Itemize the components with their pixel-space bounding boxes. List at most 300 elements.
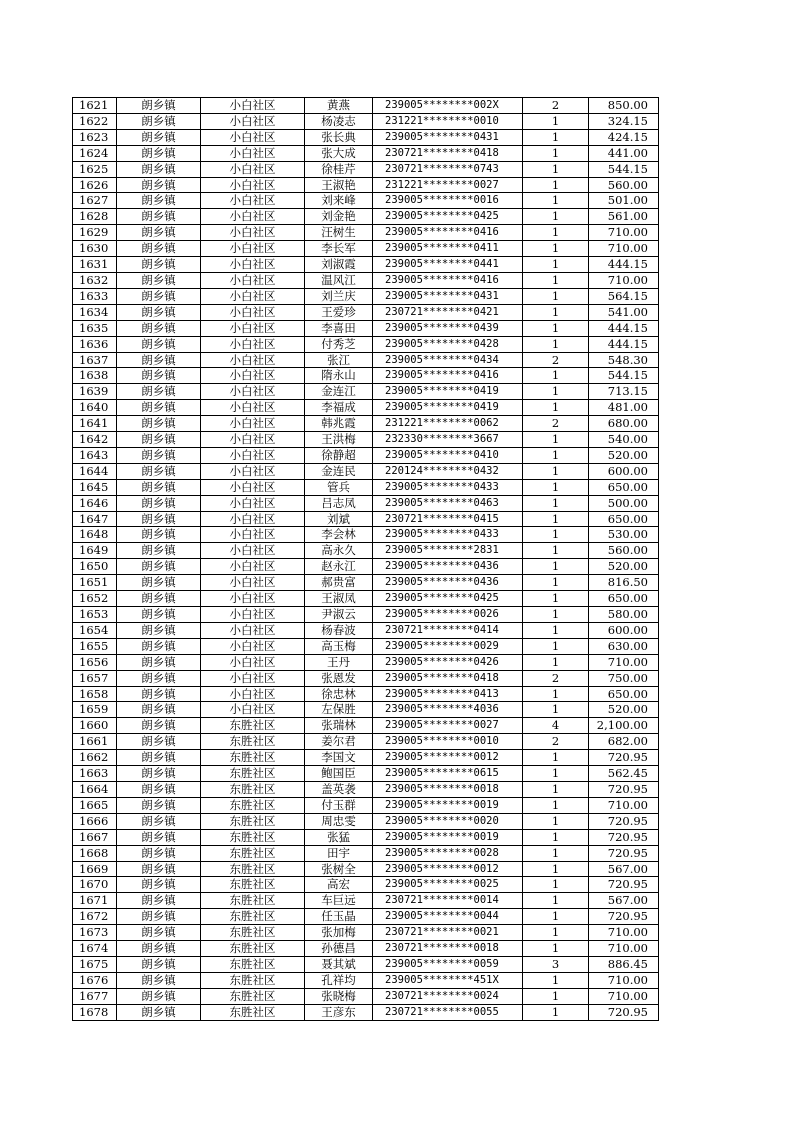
town-cell: 朗乡镇 [117, 845, 201, 861]
row-number-cell: 1645 [73, 479, 117, 495]
town-cell: 朗乡镇 [117, 432, 201, 448]
row-number-cell: 1641 [73, 416, 117, 432]
town-cell: 朗乡镇 [117, 1004, 201, 1020]
row-number-cell: 1634 [73, 304, 117, 320]
count-cell: 1 [523, 463, 589, 479]
amount-cell: 520.00 [589, 702, 659, 718]
town-cell: 朗乡镇 [117, 320, 201, 336]
name-cell: 高宏 [305, 877, 373, 893]
count-cell: 3 [523, 956, 589, 972]
community-cell: 小白社区 [201, 113, 305, 129]
town-cell: 朗乡镇 [117, 797, 201, 813]
amount-cell: 444.15 [589, 336, 659, 352]
name-cell: 杨凌志 [305, 113, 373, 129]
town-cell: 朗乡镇 [117, 177, 201, 193]
town-cell: 朗乡镇 [117, 257, 201, 273]
table-row [73, 909, 659, 925]
community-cell: 小白社区 [201, 352, 305, 368]
count-cell: 1 [523, 511, 589, 527]
row-number-cell: 1665 [73, 797, 117, 813]
row-number-cell: 1631 [73, 257, 117, 273]
table-row [73, 941, 659, 957]
amount-cell: 720.95 [589, 845, 659, 861]
amount-cell: 682.00 [589, 734, 659, 750]
row-number-cell: 1625 [73, 161, 117, 177]
name-cell: 张恩发 [305, 670, 373, 686]
row-number-cell: 1663 [73, 766, 117, 782]
count-cell: 1 [523, 559, 589, 575]
community-cell: 东胜社区 [201, 1004, 305, 1020]
table-row [73, 686, 659, 702]
count-cell: 1 [523, 877, 589, 893]
count-cell: 1 [523, 161, 589, 177]
count-cell: 1 [523, 272, 589, 288]
town-cell: 朗乡镇 [117, 638, 201, 654]
name-cell: 吕志凤 [305, 495, 373, 511]
amount-cell: 540.00 [589, 432, 659, 448]
community-cell: 东胜社区 [201, 813, 305, 829]
amount-cell: 720.95 [589, 1004, 659, 1020]
town-cell: 朗乡镇 [117, 829, 201, 845]
id-number-cell: 239005********0425 [373, 591, 523, 607]
count-cell: 2 [523, 352, 589, 368]
town-cell: 朗乡镇 [117, 607, 201, 623]
row-number-cell: 1623 [73, 129, 117, 145]
count-cell: 1 [523, 861, 589, 877]
table-row [73, 400, 659, 416]
town-cell: 朗乡镇 [117, 161, 201, 177]
id-number-cell: 231221********0062 [373, 416, 523, 432]
name-cell: 王爱珍 [305, 304, 373, 320]
town-cell: 朗乡镇 [117, 400, 201, 416]
name-cell: 高永久 [305, 543, 373, 559]
id-number-cell: 239005********0426 [373, 654, 523, 670]
town-cell: 朗乡镇 [117, 988, 201, 1004]
amount-cell: 710.00 [589, 941, 659, 957]
table-row [73, 495, 659, 511]
row-number-cell: 1651 [73, 575, 117, 591]
name-cell: 赵永江 [305, 559, 373, 575]
town-cell: 朗乡镇 [117, 972, 201, 988]
id-number-cell: 239005********0016 [373, 193, 523, 209]
community-cell: 小白社区 [201, 161, 305, 177]
id-number-cell: 239005********0433 [373, 479, 523, 495]
town-cell: 朗乡镇 [117, 559, 201, 575]
row-number-cell: 1628 [73, 209, 117, 225]
table-row [73, 559, 659, 575]
amount-cell: 324.15 [589, 113, 659, 129]
id-number-cell: 239005********0434 [373, 352, 523, 368]
name-cell: 张猛 [305, 829, 373, 845]
amount-cell: 850.00 [589, 98, 659, 114]
town-cell: 朗乡镇 [117, 288, 201, 304]
community-cell: 小白社区 [201, 98, 305, 114]
amount-cell: 544.15 [589, 368, 659, 384]
count-cell: 2 [523, 416, 589, 432]
amount-cell: 720.95 [589, 781, 659, 797]
amount-cell: 567.00 [589, 893, 659, 909]
count-cell: 1 [523, 781, 589, 797]
amount-cell: 600.00 [589, 463, 659, 479]
row-number-cell: 1636 [73, 336, 117, 352]
name-cell: 刘淑霞 [305, 257, 373, 273]
town-cell: 朗乡镇 [117, 750, 201, 766]
amount-cell: 567.00 [589, 861, 659, 877]
id-number-cell: 239005********0411 [373, 241, 523, 257]
table-row [73, 956, 659, 972]
town-cell: 朗乡镇 [117, 336, 201, 352]
community-cell: 小白社区 [201, 622, 305, 638]
name-cell: 张大成 [305, 145, 373, 161]
row-number-cell: 1662 [73, 750, 117, 766]
count-cell: 1 [523, 909, 589, 925]
table-row [73, 766, 659, 782]
row-number-cell: 1653 [73, 607, 117, 623]
id-number-cell: 239005********0439 [373, 320, 523, 336]
name-cell: 张长典 [305, 129, 373, 145]
id-number-cell: 239005********0463 [373, 495, 523, 511]
table-row [73, 209, 659, 225]
table-body [73, 98, 659, 1021]
row-number-cell: 1624 [73, 145, 117, 161]
table-row [73, 336, 659, 352]
id-number-cell: 239005********4036 [373, 702, 523, 718]
table-row [73, 638, 659, 654]
count-cell: 2 [523, 734, 589, 750]
row-number-cell: 1655 [73, 638, 117, 654]
id-number-cell: 239005********0012 [373, 861, 523, 877]
row-number-cell: 1673 [73, 925, 117, 941]
row-number-cell: 1639 [73, 384, 117, 400]
amount-cell: 520.00 [589, 559, 659, 575]
id-number-cell: 239005********0418 [373, 670, 523, 686]
town-cell: 朗乡镇 [117, 511, 201, 527]
row-number-cell: 1670 [73, 877, 117, 893]
community-cell: 东胜社区 [201, 829, 305, 845]
table-row [73, 670, 659, 686]
amount-cell: 720.95 [589, 877, 659, 893]
count-cell: 1 [523, 129, 589, 145]
row-number-cell: 1644 [73, 463, 117, 479]
table-row [73, 304, 659, 320]
table-row [73, 257, 659, 273]
table-row [73, 447, 659, 463]
town-cell: 朗乡镇 [117, 925, 201, 941]
name-cell: 杨春波 [305, 622, 373, 638]
table-row [73, 241, 659, 257]
name-cell: 李会林 [305, 527, 373, 543]
id-number-cell: 230721********0743 [373, 161, 523, 177]
name-cell: 汪树生 [305, 225, 373, 241]
count-cell: 1 [523, 654, 589, 670]
name-cell: 韩兆霞 [305, 416, 373, 432]
count-cell: 1 [523, 177, 589, 193]
town-cell: 朗乡镇 [117, 447, 201, 463]
town-cell: 朗乡镇 [117, 352, 201, 368]
community-cell: 小白社区 [201, 511, 305, 527]
name-cell: 高玉梅 [305, 638, 373, 654]
amount-cell: 710.00 [589, 241, 659, 257]
name-cell: 李喜田 [305, 320, 373, 336]
table-row [73, 861, 659, 877]
id-number-cell: 230721********0024 [373, 988, 523, 1004]
table-row [73, 734, 659, 750]
row-number-cell: 1642 [73, 432, 117, 448]
id-number-cell: 230721********0421 [373, 304, 523, 320]
town-cell: 朗乡镇 [117, 416, 201, 432]
community-cell: 小白社区 [201, 177, 305, 193]
town-cell: 朗乡镇 [117, 145, 201, 161]
amount-cell: 630.00 [589, 638, 659, 654]
count-cell: 1 [523, 607, 589, 623]
id-number-cell: 239005********0413 [373, 686, 523, 702]
row-number-cell: 1672 [73, 909, 117, 925]
id-number-cell: 239005********0416 [373, 225, 523, 241]
name-cell: 刘兰庆 [305, 288, 373, 304]
amount-cell: 750.00 [589, 670, 659, 686]
table-row [73, 145, 659, 161]
community-cell: 小白社区 [201, 225, 305, 241]
town-cell: 朗乡镇 [117, 575, 201, 591]
community-cell: 小白社区 [201, 400, 305, 416]
count-cell: 1 [523, 813, 589, 829]
amount-cell: 580.00 [589, 607, 659, 623]
id-number-cell: 231221********0010 [373, 113, 523, 129]
community-cell: 小白社区 [201, 463, 305, 479]
community-cell: 小白社区 [201, 575, 305, 591]
town-cell: 朗乡镇 [117, 209, 201, 225]
table-row [73, 797, 659, 813]
amount-cell: 520.00 [589, 447, 659, 463]
name-cell: 徐静超 [305, 447, 373, 463]
community-cell: 小白社区 [201, 654, 305, 670]
name-cell: 徐忠林 [305, 686, 373, 702]
row-number-cell: 1638 [73, 368, 117, 384]
amount-cell: 2,100.00 [589, 718, 659, 734]
row-number-cell: 1678 [73, 1004, 117, 1020]
id-number-cell: 230721********0055 [373, 1004, 523, 1020]
id-number-cell: 239005********0010 [373, 734, 523, 750]
amount-cell: 444.15 [589, 257, 659, 273]
id-number-cell: 239005********0428 [373, 336, 523, 352]
row-number-cell: 1640 [73, 400, 117, 416]
community-cell: 小白社区 [201, 416, 305, 432]
name-cell: 刘金艳 [305, 209, 373, 225]
records-table [72, 97, 659, 1021]
town-cell: 朗乡镇 [117, 941, 201, 957]
amount-cell: 710.00 [589, 925, 659, 941]
id-number-cell: 239005********0433 [373, 527, 523, 543]
count-cell: 1 [523, 925, 589, 941]
name-cell: 田宇 [305, 845, 373, 861]
row-number-cell: 1626 [73, 177, 117, 193]
count-cell: 1 [523, 225, 589, 241]
count-cell: 1 [523, 972, 589, 988]
name-cell: 王彦东 [305, 1004, 373, 1020]
id-number-cell: 230721********0014 [373, 893, 523, 909]
community-cell: 小白社区 [201, 447, 305, 463]
community-cell: 小白社区 [201, 272, 305, 288]
row-number-cell: 1637 [73, 352, 117, 368]
community-cell: 小白社区 [201, 368, 305, 384]
amount-cell: 720.95 [589, 750, 659, 766]
table-row [73, 877, 659, 893]
community-cell: 东胜社区 [201, 988, 305, 1004]
id-number-cell: 239005********0416 [373, 368, 523, 384]
community-cell: 小白社区 [201, 638, 305, 654]
name-cell: 周忠雯 [305, 813, 373, 829]
town-cell: 朗乡镇 [117, 543, 201, 559]
count-cell: 2 [523, 670, 589, 686]
name-cell: 刘斌 [305, 511, 373, 527]
community-cell: 东胜社区 [201, 956, 305, 972]
row-number-cell: 1649 [73, 543, 117, 559]
community-cell: 小白社区 [201, 591, 305, 607]
id-number-cell: 239005********0431 [373, 129, 523, 145]
amount-cell: 530.00 [589, 527, 659, 543]
town-cell: 朗乡镇 [117, 877, 201, 893]
name-cell: 王淑艳 [305, 177, 373, 193]
amount-cell: 710.00 [589, 654, 659, 670]
id-number-cell: 239005********0436 [373, 575, 523, 591]
town-cell: 朗乡镇 [117, 98, 201, 114]
table-row [73, 1004, 659, 1020]
count-cell: 1 [523, 241, 589, 257]
table-row [73, 702, 659, 718]
name-cell: 李福成 [305, 400, 373, 416]
name-cell: 孙德昌 [305, 941, 373, 957]
amount-cell: 560.00 [589, 543, 659, 559]
id-number-cell: 220124********0432 [373, 463, 523, 479]
community-cell: 小白社区 [201, 495, 305, 511]
town-cell: 朗乡镇 [117, 956, 201, 972]
amount-cell: 500.00 [589, 495, 659, 511]
count-cell: 1 [523, 368, 589, 384]
community-cell: 东胜社区 [201, 734, 305, 750]
town-cell: 朗乡镇 [117, 654, 201, 670]
row-number-cell: 1650 [73, 559, 117, 575]
count-cell: 1 [523, 209, 589, 225]
town-cell: 朗乡镇 [117, 368, 201, 384]
id-number-cell: 239005********0419 [373, 400, 523, 416]
id-number-cell: 239005********0615 [373, 766, 523, 782]
amount-cell: 541.00 [589, 304, 659, 320]
row-number-cell: 1622 [73, 113, 117, 129]
town-cell: 朗乡镇 [117, 272, 201, 288]
id-number-cell: 239005********0425 [373, 209, 523, 225]
name-cell: 张加梅 [305, 925, 373, 941]
row-number-cell: 1657 [73, 670, 117, 686]
row-number-cell: 1675 [73, 956, 117, 972]
row-number-cell: 1647 [73, 511, 117, 527]
table-row [73, 479, 659, 495]
id-number-cell: 230721********0414 [373, 622, 523, 638]
table-row [73, 129, 659, 145]
table-row [73, 829, 659, 845]
count-cell: 1 [523, 543, 589, 559]
name-cell: 付秀芝 [305, 336, 373, 352]
row-number-cell: 1659 [73, 702, 117, 718]
row-number-cell: 1671 [73, 893, 117, 909]
table-row [73, 781, 659, 797]
table-row [73, 591, 659, 607]
id-number-cell: 239005********0431 [373, 288, 523, 304]
table-row [73, 813, 659, 829]
table-row [73, 225, 659, 241]
id-number-cell: 230721********0021 [373, 925, 523, 941]
id-number-cell: 239005********0020 [373, 813, 523, 829]
amount-cell: 816.50 [589, 575, 659, 591]
id-number-cell: 230721********0418 [373, 145, 523, 161]
table-row [73, 845, 659, 861]
row-number-cell: 1677 [73, 988, 117, 1004]
row-number-cell: 1627 [73, 193, 117, 209]
count-cell: 1 [523, 750, 589, 766]
community-cell: 东胜社区 [201, 877, 305, 893]
count-cell: 1 [523, 288, 589, 304]
community-cell: 小白社区 [201, 304, 305, 320]
name-cell: 隋永山 [305, 368, 373, 384]
count-cell: 1 [523, 845, 589, 861]
name-cell: 金连民 [305, 463, 373, 479]
count-cell: 1 [523, 320, 589, 336]
id-number-cell: 239005********0436 [373, 559, 523, 575]
count-cell: 1 [523, 988, 589, 1004]
town-cell: 朗乡镇 [117, 622, 201, 638]
row-number-cell: 1654 [73, 622, 117, 638]
count-cell: 1 [523, 384, 589, 400]
name-cell: 金连江 [305, 384, 373, 400]
id-number-cell: 231221********0027 [373, 177, 523, 193]
amount-cell: 710.00 [589, 797, 659, 813]
table-row [73, 750, 659, 766]
town-cell: 朗乡镇 [117, 384, 201, 400]
name-cell: 王淑凤 [305, 591, 373, 607]
community-cell: 小白社区 [201, 241, 305, 257]
community-cell: 小白社区 [201, 432, 305, 448]
count-cell: 1 [523, 1004, 589, 1020]
amount-cell: 501.00 [589, 193, 659, 209]
table-row [73, 432, 659, 448]
table-row [73, 654, 659, 670]
community-cell: 东胜社区 [201, 797, 305, 813]
community-cell: 东胜社区 [201, 893, 305, 909]
count-cell: 1 [523, 447, 589, 463]
row-number-cell: 1630 [73, 241, 117, 257]
row-number-cell: 1632 [73, 272, 117, 288]
name-cell: 温风江 [305, 272, 373, 288]
community-cell: 小白社区 [201, 193, 305, 209]
name-cell: 聂其斌 [305, 956, 373, 972]
name-cell: 左保胜 [305, 702, 373, 718]
table-row [73, 320, 659, 336]
table-row [73, 98, 659, 114]
community-cell: 小白社区 [201, 686, 305, 702]
name-cell: 黄燕 [305, 98, 373, 114]
amount-cell: 680.00 [589, 416, 659, 432]
community-cell: 小白社区 [201, 145, 305, 161]
amount-cell: 650.00 [589, 511, 659, 527]
id-number-cell: 239005********0410 [373, 447, 523, 463]
data-table-sheet [72, 97, 658, 1021]
table-row [73, 352, 659, 368]
row-number-cell: 1658 [73, 686, 117, 702]
table-row [73, 511, 659, 527]
row-number-cell: 1646 [73, 495, 117, 511]
name-cell: 王洪梅 [305, 432, 373, 448]
amount-cell: 713.15 [589, 384, 659, 400]
name-cell: 车巨远 [305, 893, 373, 909]
